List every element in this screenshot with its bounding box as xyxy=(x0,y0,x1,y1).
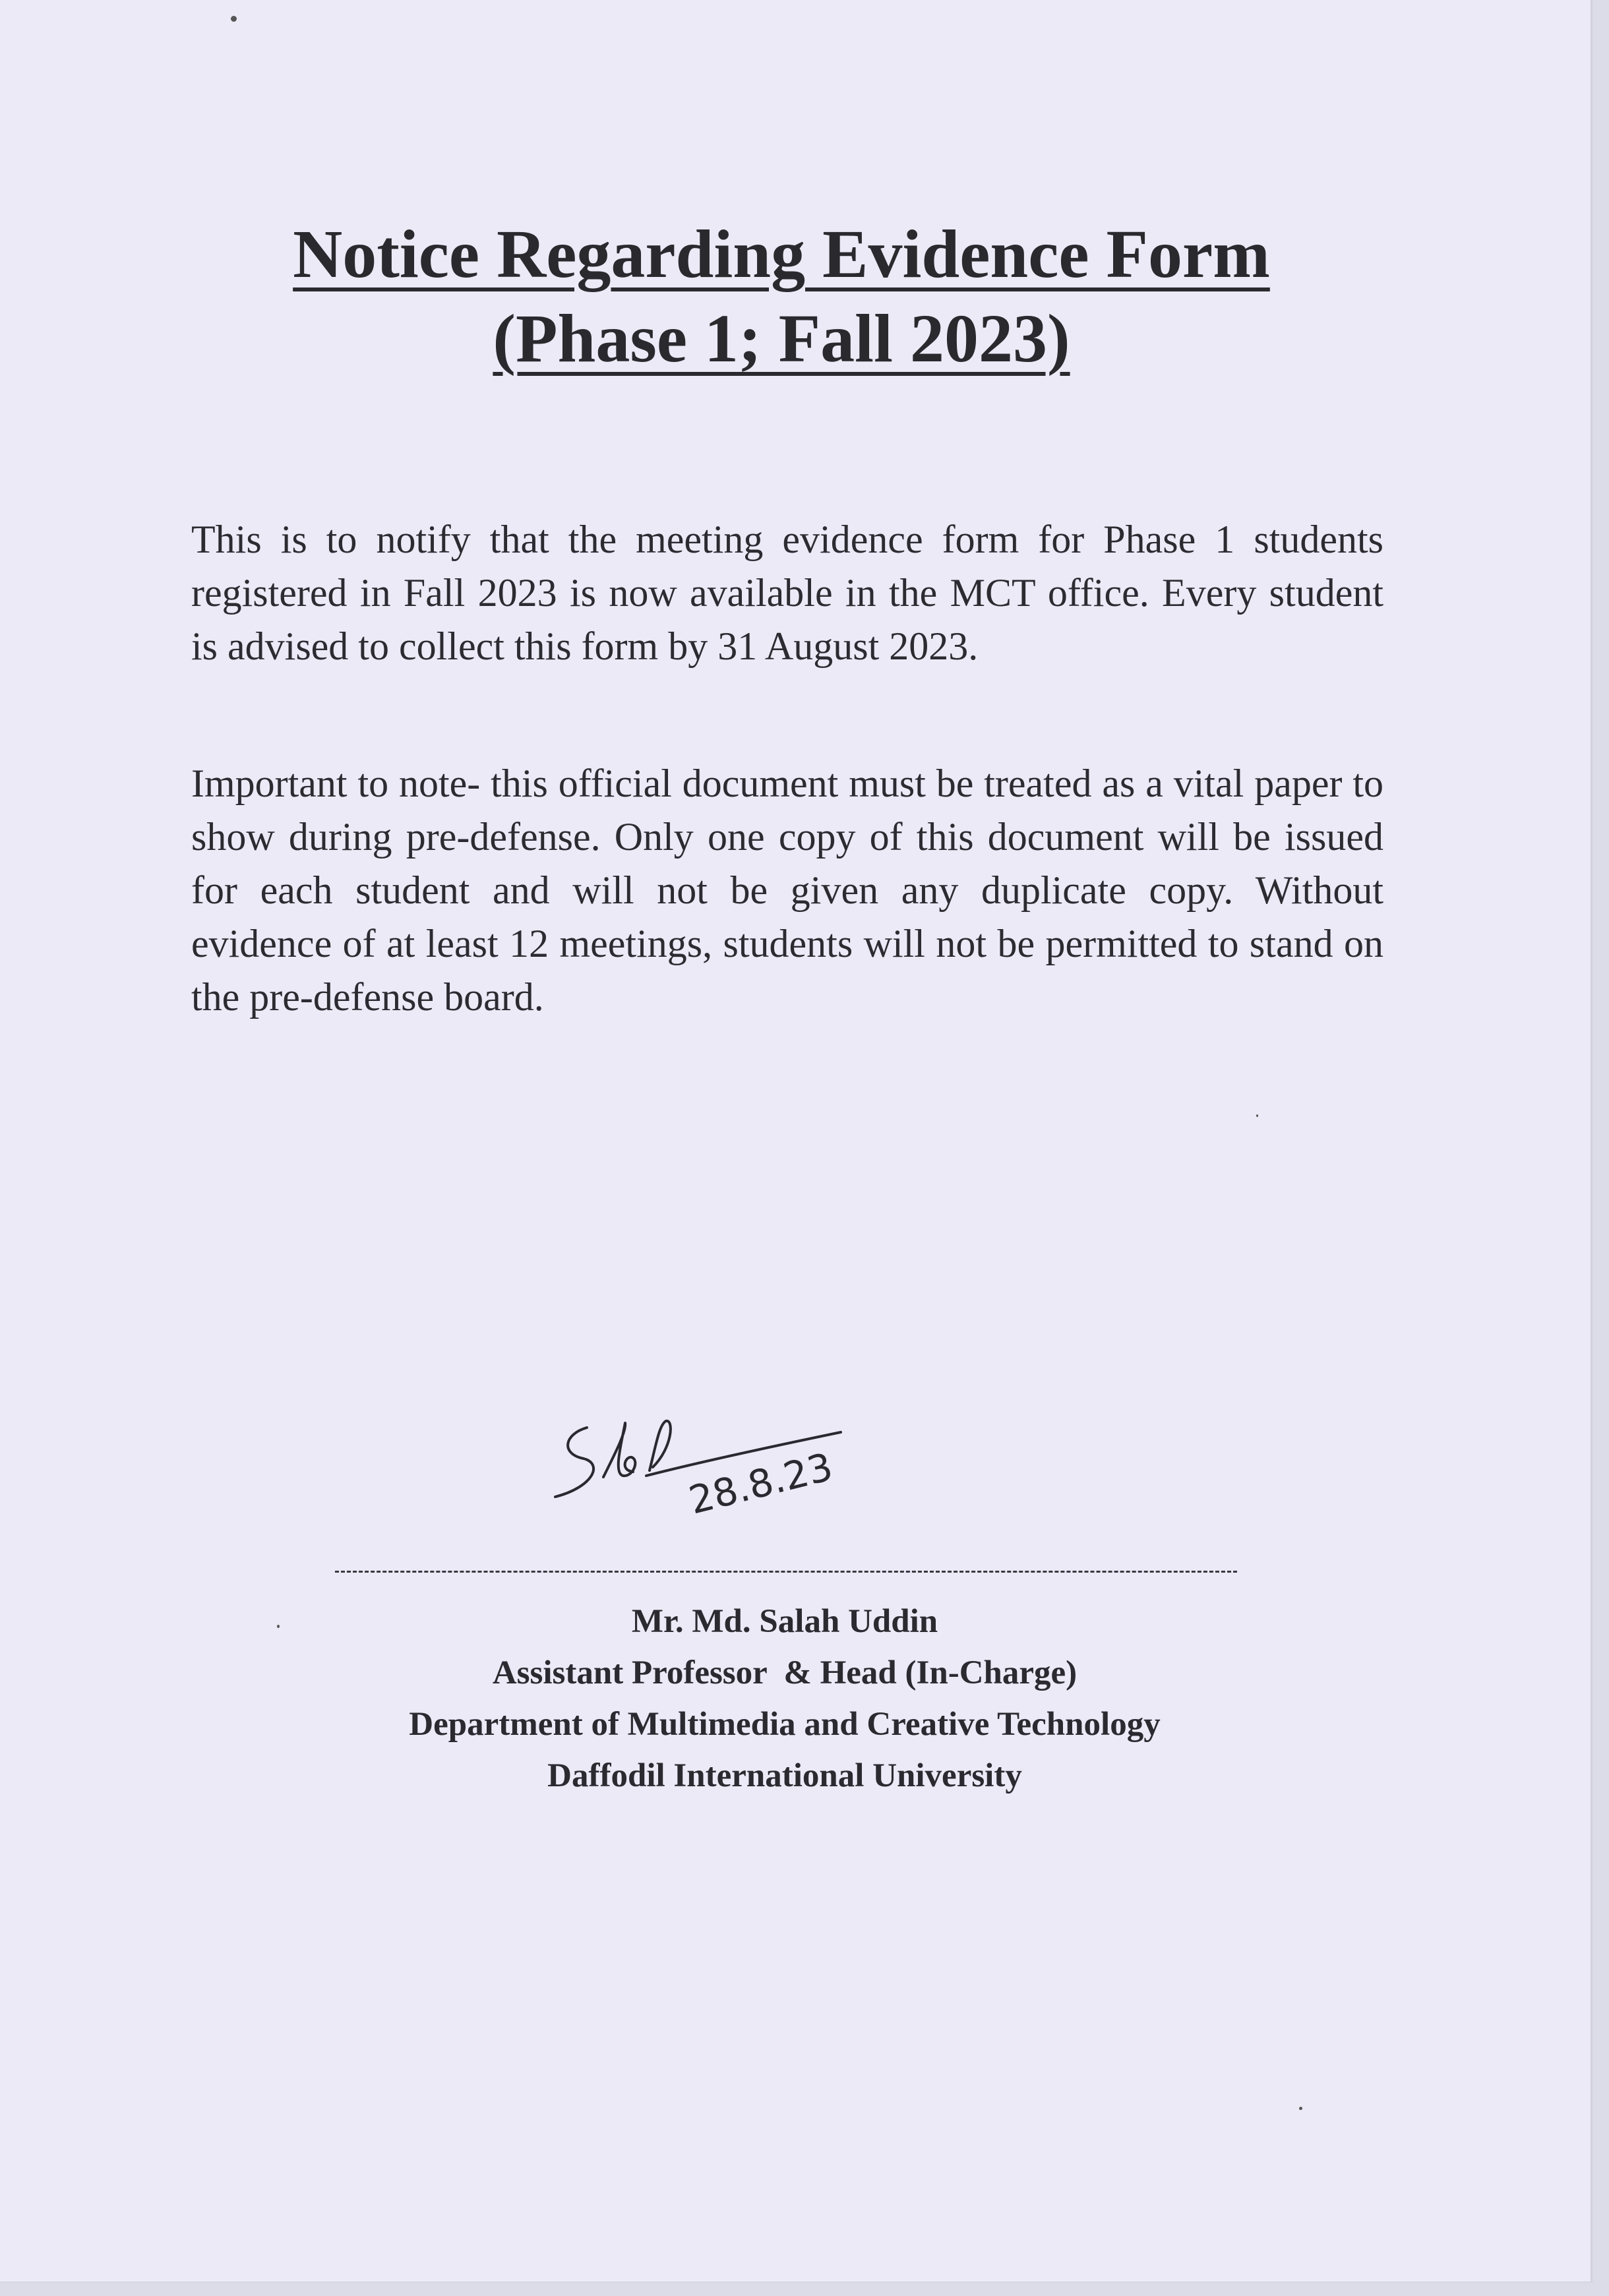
paper-speck xyxy=(277,1625,280,1628)
handwritten-signature xyxy=(541,1398,857,1556)
title-line-1: Notice Regarding Evidence Form xyxy=(293,216,1270,292)
signature-date: 28.8.23 xyxy=(684,1444,837,1523)
signatory-university: Daffodil International University xyxy=(547,1757,1022,1794)
signature-line xyxy=(335,1571,1237,1573)
signatory-name: Mr. Md. Salah Uddin xyxy=(631,1603,938,1640)
paper-speck xyxy=(231,16,237,22)
signatory-title: Assistant Professor & Head (In-Charge) xyxy=(492,1654,1078,1691)
notice-title xyxy=(0,212,1563,381)
paper-speck xyxy=(1256,1114,1258,1117)
paper-speck xyxy=(1299,2107,1302,2110)
paragraph-availability: This is to notify that the meeting evidence form for Phase 1 students registered in Fall 2023 is now available in the MCT office. Every student is advised to collect this form by 31 August 2023. xyxy=(191,518,1383,668)
paragraph-important-note: Important to note- this official document must be treated as a vital paper to show during pre-defense. Only one copy of this document will be issued for each student and will not be given any duplicate copy. Without evidence of at least 12 meetings, students will not be permitted to stand on the pre-defense board. xyxy=(191,762,1383,1019)
title-line-2: (Phase 1; Fall 2023) xyxy=(493,301,1070,377)
signatory-block xyxy=(264,1596,1306,1801)
signatory-department: Department of Multimedia and Creative Technology xyxy=(409,1706,1161,1743)
